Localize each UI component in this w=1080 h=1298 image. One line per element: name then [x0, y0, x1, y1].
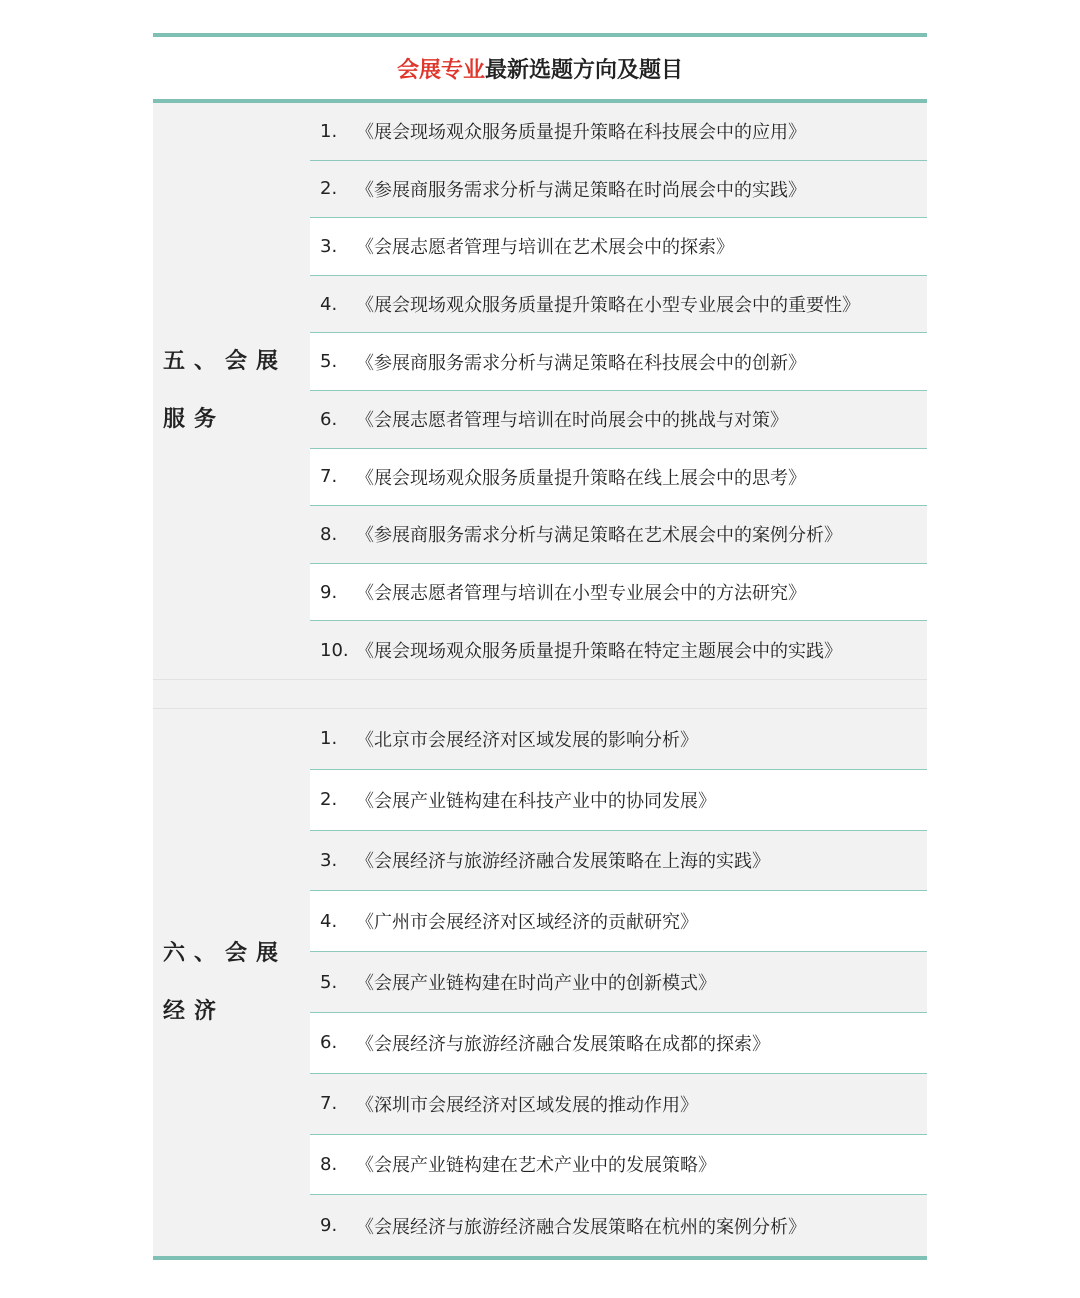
topic-list	[310, 709, 927, 1256]
topic-row	[310, 709, 927, 770]
topic-number: 6.	[320, 408, 338, 430]
section-exhibition-service	[153, 103, 927, 679]
topic-number: 6.	[320, 1032, 338, 1054]
topic-row	[310, 1135, 927, 1196]
category-cell	[153, 709, 310, 1256]
topic-title: 《会展志愿者管理与培训在小型专业展会中的方法研究》	[356, 583, 806, 605]
category-label: 五、会展服务	[163, 348, 288, 432]
topic-row	[310, 333, 927, 391]
topic-number: 9.	[320, 581, 338, 603]
topic-row	[310, 276, 927, 334]
topic-title: 《会展经济与旅游经济融合发展策略在成都的探索》	[356, 1033, 770, 1055]
topic-title: 《展会现场观众服务质量提升策略在特定主题展会中的实践》	[356, 641, 842, 663]
topic-title: 《会展经济与旅游经济融合发展策略在杭州的案例分析》	[356, 1216, 806, 1238]
topic-title: 《展会现场观众服务质量提升策略在线上展会中的思考》	[356, 467, 806, 489]
topic-row	[310, 952, 927, 1013]
topic-number: 8.	[320, 523, 338, 545]
title-rest: 最新选题方向及题目	[485, 57, 684, 83]
title-accent: 会展专业	[396, 57, 485, 83]
topic-row	[310, 564, 927, 622]
topic-number: 1.	[320, 728, 338, 750]
topic-number: 5.	[320, 971, 338, 993]
topic-row	[310, 891, 927, 952]
category-cell	[153, 103, 310, 679]
topic-number: 4.	[320, 293, 338, 315]
topic-number: 3.	[320, 849, 338, 871]
topic-number: 4.	[320, 910, 338, 932]
topic-title: 《会展志愿者管理与培训在时尚展会中的挑战与对策》	[356, 410, 788, 432]
topic-number: 3.	[320, 235, 338, 257]
topic-row	[310, 218, 927, 276]
topic-number: 2.	[320, 789, 338, 811]
topic-row	[310, 161, 927, 219]
topic-number: 1.	[320, 120, 338, 142]
topic-number: 10.	[320, 639, 349, 661]
topic-title: 《广州市会展经济对区域经济的贡献研究》	[356, 912, 698, 934]
topic-row	[310, 391, 927, 449]
topic-table	[153, 33, 927, 1260]
topic-number: 7.	[320, 1093, 338, 1115]
topic-title: 《参展商服务需求分析与满足策略在科技展会中的创新》	[356, 352, 806, 374]
topic-row	[310, 1074, 927, 1135]
section-exhibition-economy	[153, 709, 927, 1256]
table-title	[153, 33, 927, 103]
topic-title: 《深圳市会展经济对区域发展的推动作用》	[356, 1094, 698, 1116]
topic-number: 5.	[320, 351, 338, 373]
topic-number: 7.	[320, 466, 338, 488]
topic-title: 《北京市会展经济对区域发展的影响分析》	[356, 729, 698, 751]
topic-title: 《会展志愿者管理与培训在艺术展会中的探索》	[356, 237, 734, 259]
topic-row	[310, 449, 927, 507]
topic-title: 《参展商服务需求分析与满足策略在艺术展会中的案例分析》	[356, 525, 842, 547]
bottom-rule	[153, 1256, 927, 1260]
topic-title: 《会展产业链构建在科技产业中的协同发展》	[356, 790, 716, 812]
topic-row	[310, 506, 927, 564]
section-spacer	[153, 679, 927, 709]
topic-row	[310, 770, 927, 831]
topic-number: 2.	[320, 178, 338, 200]
topic-title: 《会展产业链构建在时尚产业中的创新模式》	[356, 973, 716, 995]
topic-title: 《展会现场观众服务质量提升策略在科技展会中的应用》	[356, 122, 806, 144]
topic-title: 《展会现场观众服务质量提升策略在小型专业展会中的重要性》	[356, 295, 860, 317]
category-label: 六、会展经济	[163, 940, 288, 1024]
topic-row	[310, 1013, 927, 1074]
topic-title: 《会展产业链构建在艺术产业中的发展策略》	[356, 1155, 716, 1177]
topic-row	[310, 1195, 927, 1256]
topic-title: 《参展商服务需求分析与满足策略在时尚展会中的实践》	[356, 179, 806, 201]
topic-row	[310, 831, 927, 892]
topic-number: 9.	[320, 1215, 338, 1237]
topic-row	[310, 103, 927, 161]
topic-number: 8.	[320, 1153, 338, 1175]
topic-row	[310, 621, 927, 679]
topic-title: 《会展经济与旅游经济融合发展策略在上海的实践》	[356, 851, 770, 873]
topic-list	[310, 103, 927, 679]
